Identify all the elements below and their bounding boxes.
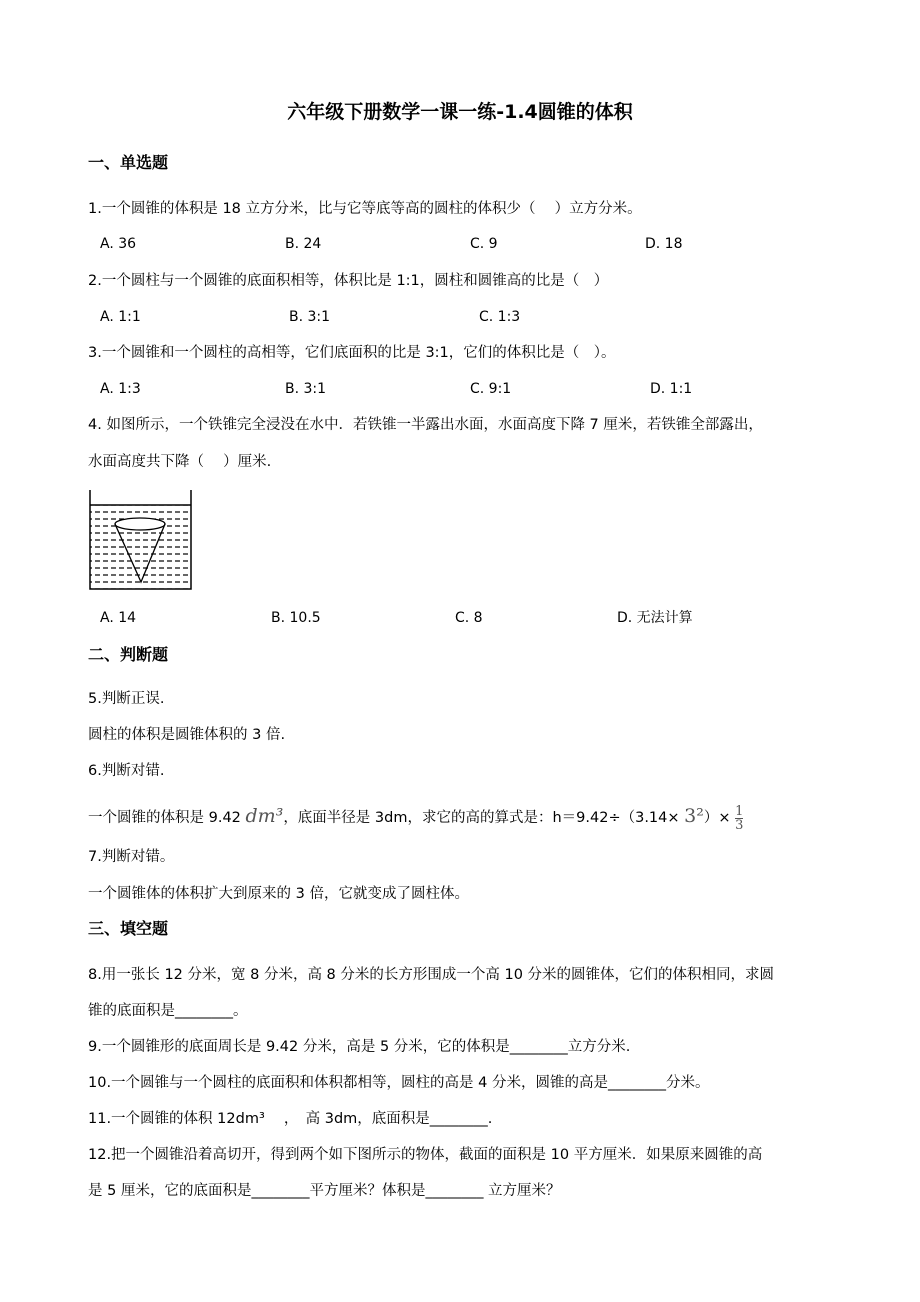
option: C. 9:1 [470, 381, 512, 397]
question-8-cont: 锥的底面积是________。 [88, 1003, 248, 1019]
option: C. 1:3 [479, 309, 521, 325]
question-10: 10.一个圆锥与一个圆柱的底面积和体积都相等，圆柱的高是 4 分米，圆锥的高是________分米。 [88, 1075, 710, 1091]
statement-text: ，底面半径是 3dm，求它的高的算式是：h＝9.42÷（3.14× [283, 810, 685, 826]
option: C. 8 [455, 610, 483, 626]
option: C. 9 [470, 236, 498, 252]
statement-text: 一个圆锥的体积是 9.42 [88, 810, 246, 826]
option: A. 1:3 [100, 381, 141, 397]
section-heading: 二、判断题 [88, 645, 169, 664]
question-11: 11.一个圆锥的体积 12dm³ ， 高 3dm，底面积是________. [88, 1111, 493, 1127]
question-4: 4. 如图所示，一个铁锥完全浸没在水中．若铁锥一半露出水面，水面高度下降 7 厘米，若铁锥全部露出， [88, 417, 763, 433]
page-title: 六年级下册数学一课一练-1.4圆锥的体积 [287, 101, 633, 123]
fraction [735, 805, 743, 832]
question-3: 3.一个圆锥和一个圆柱的高相等，它们底面积的比是 3:1，它们的体积比是（ ）。 [88, 345, 616, 361]
question-1: 1.一个圆锥的体积是 18 立方分米，比与它等底等高的圆柱的体积少（ ）立方分米。 [88, 201, 642, 217]
question-2: 2.一个圆柱与一个圆锥的底面积相等，体积比是 1:1，圆柱和圆锥高的比是（ ） [88, 273, 609, 289]
denominator: 3 [735, 817, 744, 833]
question-12: 12.把一个圆锥沿着高切开，得到两个如下图所示的物体，截面的面积是 10 平方厘米．如果原来圆锥的高 [88, 1147, 763, 1163]
question-9: 9.一个圆锥形的底面周长是 9.42 分米，高是 5 分米，它的体积是________立方分米. [88, 1039, 631, 1055]
power-formula: 3² [684, 805, 704, 827]
question-5: 5.判断正误. [88, 691, 165, 707]
unit-formula: dm³ [245, 805, 284, 827]
section-heading: 三、填空题 [88, 919, 169, 938]
cone-in-water-figure [86, 488, 196, 594]
question-6: 6.判断对错. [88, 763, 165, 779]
question-4-cont: 水面高度共下降（ ）厘米. [88, 454, 272, 470]
option: D. 1:1 [650, 381, 693, 397]
question-7: 7.判断对错。 [88, 849, 175, 865]
option: D. 无法计算 [617, 610, 693, 626]
option: B. 3:1 [289, 309, 331, 325]
option: A. 14 [100, 610, 137, 626]
option: B. 10.5 [271, 610, 321, 626]
option: B. 3:1 [285, 381, 327, 397]
option: D. 18 [645, 236, 683, 252]
option: A. 36 [100, 236, 137, 252]
section-heading: 一、单选题 [88, 153, 169, 172]
statement-text: ）× [703, 810, 736, 826]
option: A. 1:1 [100, 309, 141, 325]
question-12-cont: 是 5 厘米，它的底面积是________平方厘米？体积是________ 立方厘米？ [88, 1183, 561, 1199]
option: B. 24 [285, 236, 322, 252]
question-8: 8.用一张长 12 分米，宽 8 分米，高 8 分米的长方形围成一个高 10 分米的圆锥体，它们的体积相同，求圆 [88, 967, 775, 983]
question-7-statement: 一个圆锥体的体积扩大到原来的 3 倍，它就变成了圆柱体。 [88, 886, 469, 902]
question-6-statement [88, 803, 743, 832]
numerator: 1 [735, 803, 744, 819]
question-5-statement: 圆柱的体积是圆锥体积的 3 倍. [88, 727, 286, 743]
